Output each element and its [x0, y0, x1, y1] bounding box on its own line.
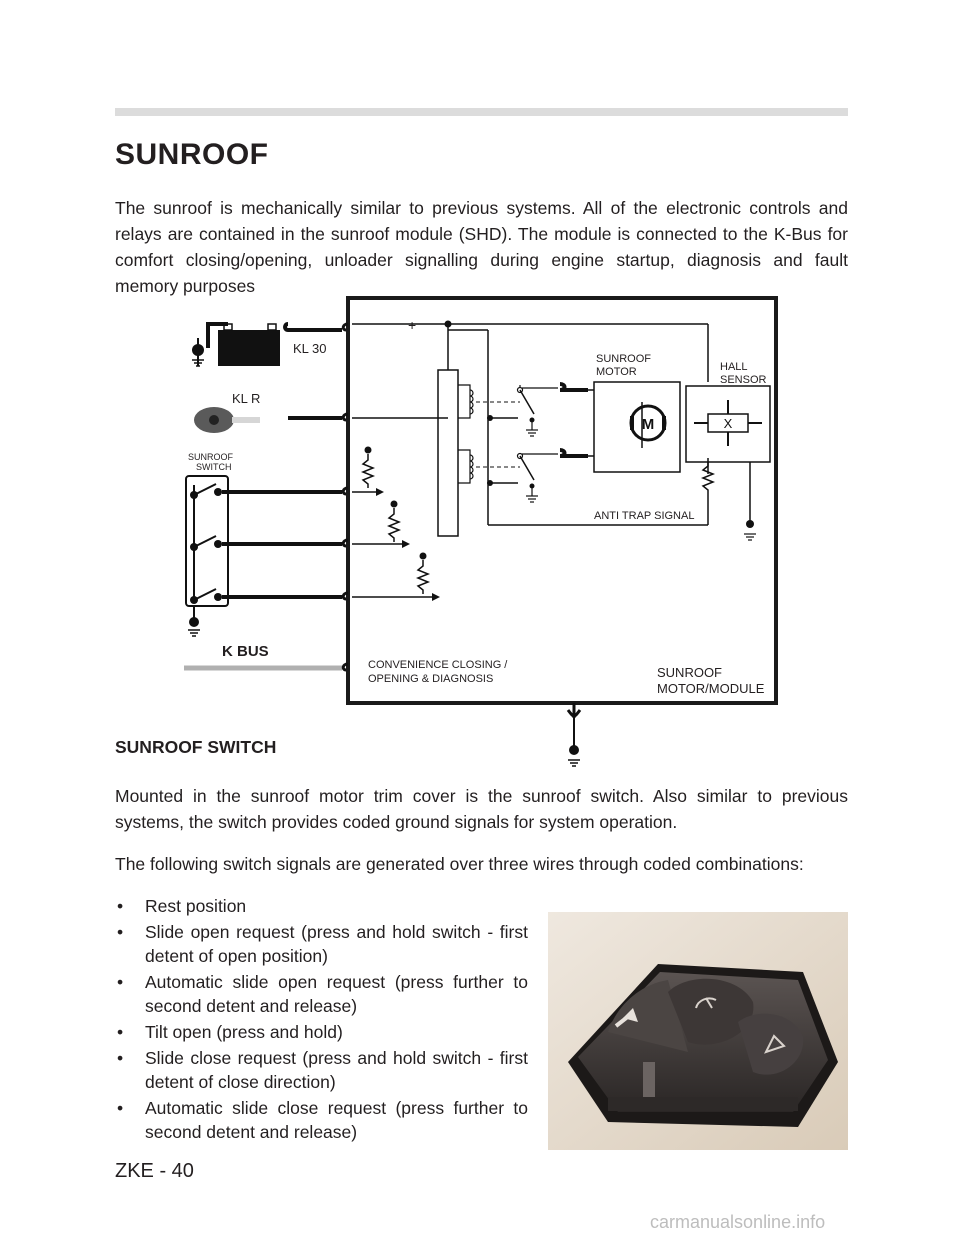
kbus-label: K BUS: [222, 643, 269, 660]
switch-contact-icon: [487, 388, 538, 503]
resistor-icon: [352, 447, 440, 602]
module-box: [348, 298, 776, 703]
list-item: • Slide close request (press and hold switch - first detent of close direction): [115, 1046, 528, 1094]
motor-symbol: M: [641, 416, 655, 433]
ground-icon: [192, 338, 204, 366]
hall-symbol: X: [723, 416, 733, 431]
section-paragraph-2: The following switch signals are generated over three wires through coded combinations:: [115, 854, 804, 874]
relay-coil-icon: [458, 385, 520, 483]
list-item: • Automatic slide open request (press further to second detent and release): [115, 970, 528, 1018]
convenience-label-line1: CONVENIENCE CLOSING /: [368, 659, 508, 671]
hall-label-line1: HALL: [720, 361, 748, 373]
switch-label-line2: SWITCH: [196, 462, 232, 472]
switch-signal-list: [115, 894, 528, 1146]
klr-label: KL R: [232, 391, 261, 406]
section-heading: SUNROOF SWITCH: [115, 737, 277, 757]
intro-paragraph: The sunroof is mechanically similar to previous systems. All of the electronic controls and relays are contained in the sunroof module (SHD). The module is connected to the K-Bus for comfort closing/opening, unloader signalling during engine startup, diagnosis and fault memory purposes: [115, 198, 848, 296]
ground-icon: [188, 617, 200, 636]
motor-box: [594, 382, 680, 472]
module-label-line1: SUNROOF: [657, 665, 722, 680]
motor-label-line2: MOTOR: [596, 366, 637, 378]
hall-label-line2: SENSOR: [720, 374, 767, 386]
motor-icon: [630, 406, 666, 440]
watermark: carmanualsonline.info: [650, 1212, 826, 1232]
module-label-line2: MOTOR/MODULE: [657, 681, 765, 696]
switch-label-line1: SUNROOF: [188, 452, 233, 462]
ground-icon: [568, 745, 580, 766]
hall-sensor-icon: [694, 400, 762, 446]
list-item: • Rest position: [115, 894, 528, 918]
page-title: SUNROOF: [115, 138, 269, 171]
list-item: • Automatic slide close request (press further to second detent and release): [115, 1096, 528, 1144]
anti-trap-label: ANTI TRAP SIGNAL: [594, 510, 695, 522]
ground-icon: [744, 520, 756, 540]
top-rule: [115, 108, 848, 116]
convenience-label-line2: OPENING & DIAGNOSIS: [368, 673, 494, 685]
page-footer: ZKE - 40: [115, 1160, 194, 1182]
list-item: • Slide open request (press and hold switch - first detent of open position): [115, 920, 528, 968]
sunroof-wiring-diagram: [180, 290, 800, 780]
list-item: • Tilt open (press and hold): [115, 1020, 528, 1044]
plus-label: +: [408, 317, 417, 333]
section-paragraph-1: Mounted in the sunroof motor trim cover is the sunroof switch. Also similar to previous systems, the switch provides coded ground signals for system operation.: [115, 786, 848, 832]
kl30-label: KL 30: [293, 341, 327, 356]
battery-icon: [218, 324, 280, 366]
ignition-key-icon: [194, 407, 260, 433]
motor-label-line1: SUNROOF: [596, 353, 651, 365]
controller-block: [438, 370, 458, 536]
sunroof-switch-photo: [548, 912, 848, 1150]
